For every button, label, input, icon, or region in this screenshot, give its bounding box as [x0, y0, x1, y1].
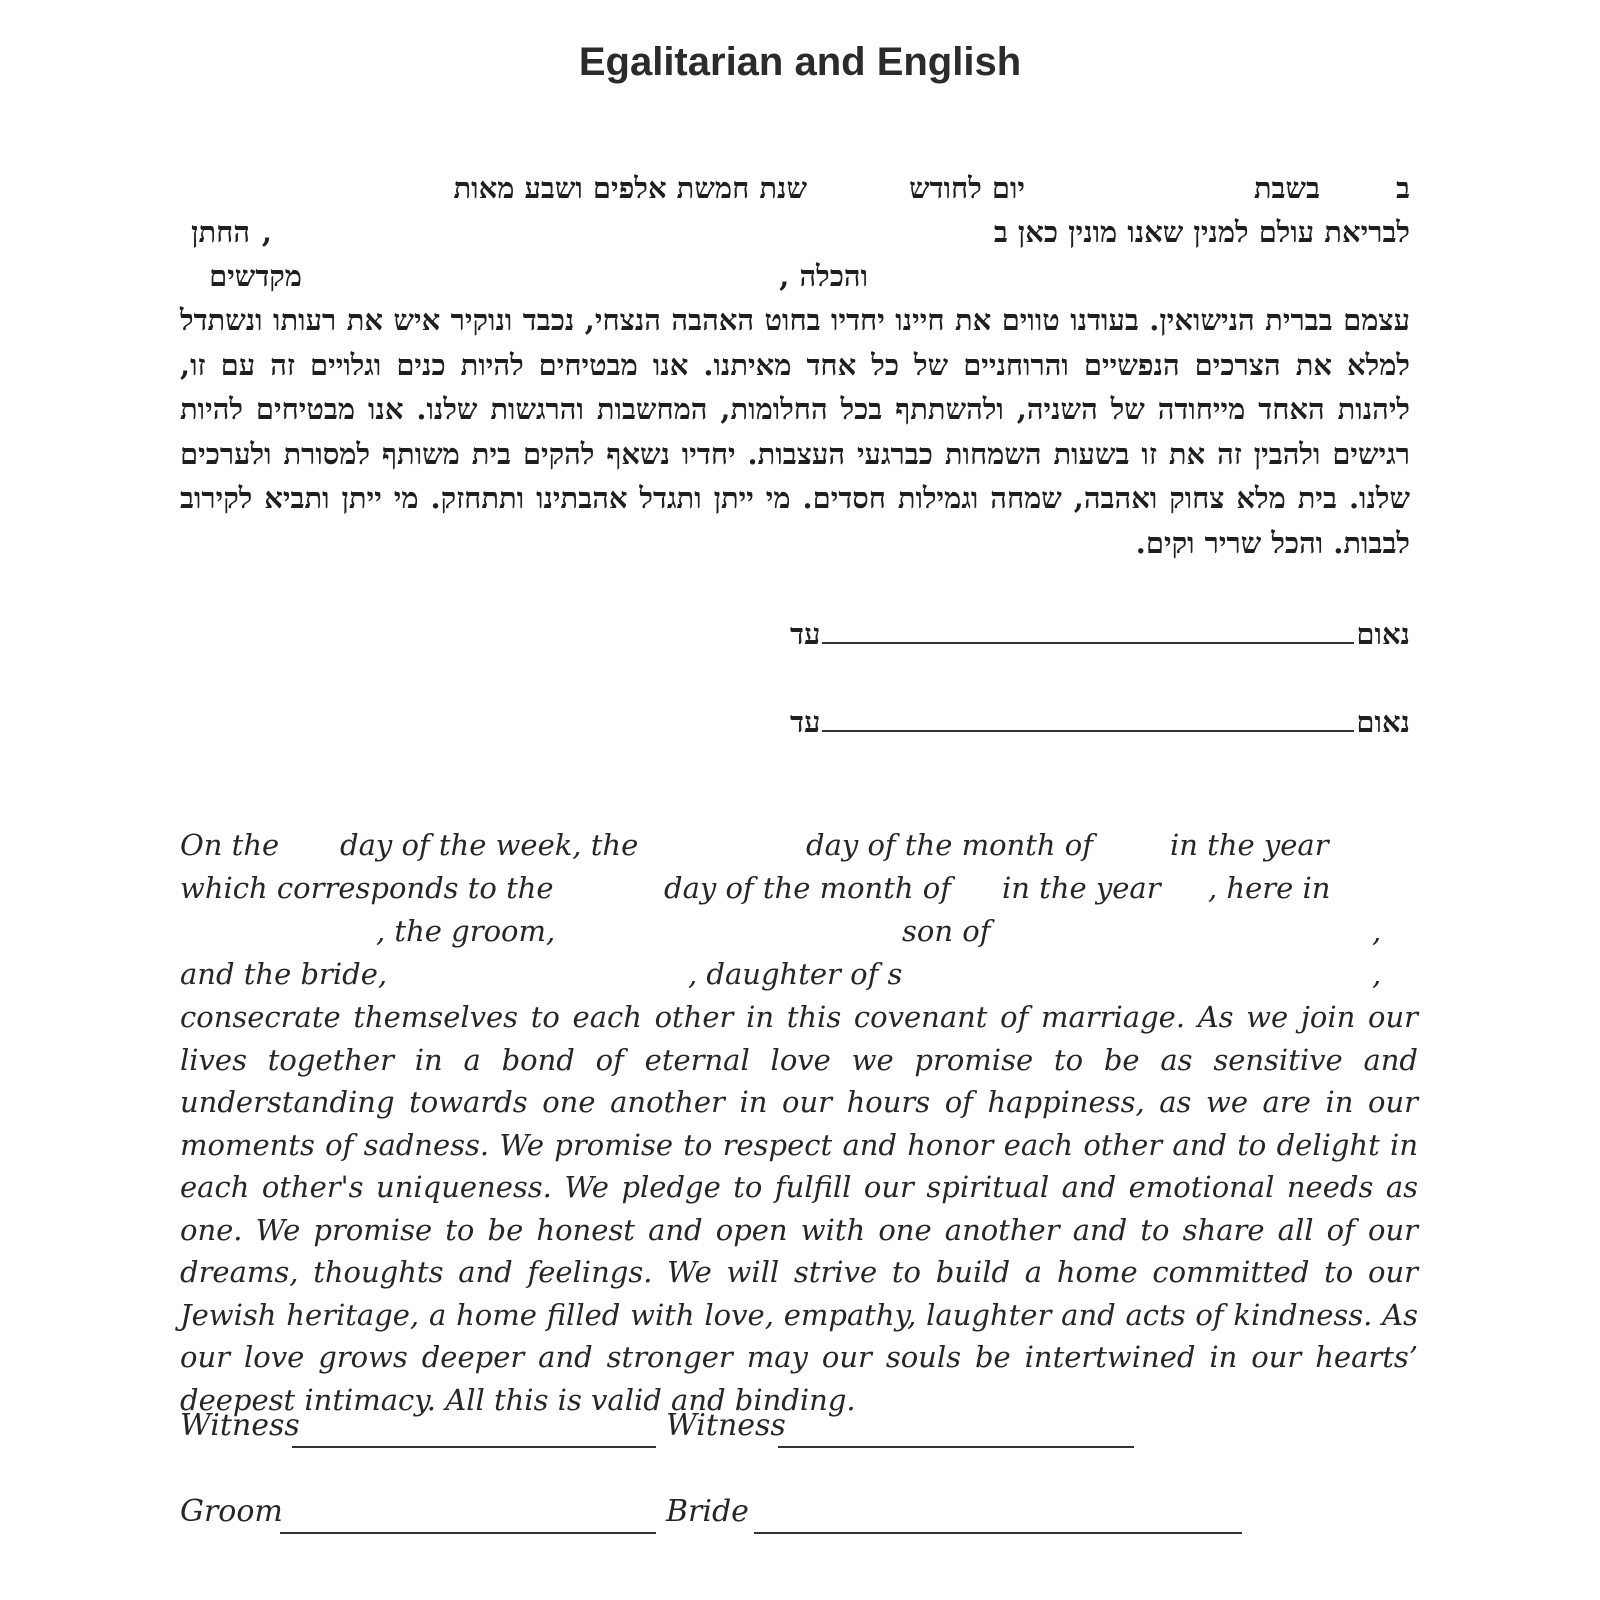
witness-signature-field-1[interactable] [292, 1446, 656, 1448]
hebrew-witness-block [180, 612, 1410, 752]
hebrew-yom-lachodesh: יום לחודש [909, 171, 1025, 205]
hebrew-mekadshim: מקדשים [209, 259, 302, 293]
english-here-in: , here in [1208, 871, 1331, 905]
english-line-4 [180, 953, 1418, 996]
english-daughter-of: , daughter of s [688, 957, 903, 991]
english-block [180, 824, 1418, 1421]
english-day-of-month-2: day of the month of [664, 871, 951, 905]
hebrew-line-2-text: לבריאת עולם למנין שאנו מונין כאן ב [993, 215, 1410, 249]
english-comma-4: , [1372, 957, 1382, 991]
hebrew-line-2 [180, 212, 1410, 252]
groom-label: Groom [180, 1494, 283, 1529]
english-line-2 [180, 867, 1418, 910]
hebrew-witness-signature-field-2[interactable] [822, 730, 1354, 732]
bride-signature-field[interactable] [754, 1532, 1242, 1534]
hebrew-naum: נאום [1356, 705, 1410, 739]
witness-label-2: Witness [666, 1408, 786, 1443]
witness-label-1: Witness [180, 1408, 300, 1443]
hebrew-vehakalah: והכלה , [779, 259, 868, 293]
hebrew-ed: עד [790, 705, 821, 739]
english-the-groom: , the groom, [376, 914, 556, 948]
page-title: Egalitarian and English [578, 40, 1022, 84]
english-son-of: son of [902, 914, 991, 948]
hebrew-line-1 [180, 168, 1410, 208]
hebrew-shnat: שנת חמשת אלפים ושבע מאות [453, 171, 807, 205]
hebrew-beshabbat: בשבת [1253, 171, 1320, 205]
hebrew-hechatan: החתן [191, 215, 250, 249]
hebrew-naum: נאום [1356, 617, 1410, 651]
english-corresponds: which corresponds to the [180, 871, 554, 905]
english-line-3 [180, 910, 1418, 953]
hebrew-ed: עד [790, 617, 821, 651]
english-in-the-year-2: in the year [1002, 871, 1161, 905]
hebrew-block [180, 168, 1410, 568]
hebrew-line-2-comma: , [261, 215, 272, 249]
english-comma-3: , [1372, 914, 1382, 948]
hebrew-line-3 [180, 256, 1410, 296]
couple-signature-row [180, 1494, 1420, 1538]
english-and-the-bride: and the bride, [180, 957, 388, 991]
witness-signature-field-2[interactable] [778, 1446, 1134, 1448]
english-in-the-year: in the year [1170, 828, 1329, 862]
english-on-the: On the [180, 828, 280, 862]
witness-signature-row [180, 1408, 1420, 1452]
hebrew-b: ב [1396, 171, 1410, 205]
english-day-of-month: day of the month of [806, 828, 1093, 862]
hebrew-witness-signature-field-1[interactable] [822, 642, 1354, 644]
hebrew-witness-line-2 [790, 700, 1410, 740]
english-line-1 [180, 824, 1418, 867]
bride-label: Bride [666, 1494, 749, 1529]
hebrew-witness-line-1 [790, 612, 1410, 652]
hebrew-paragraph: עצמם בברית הנישואין. בעודנו טווים את חיינו יחדיו בחוט האהבה הנצחי, נכבד ונוקיר איש את רעותו ונשתדל למלא את הצרכים הנפשיים והרוחניים של כל אחד מאיתנו. אנו מבטיחים להיות כנים וגלויים זה עם זו, ליהנות האחד מייחודה של השניה, ולהשתתף בכל החלומות, המחשבות והרגשות שלנו. אנו מבטיחים להיות רגישים ולהבין זה את זו בשעות השמחות כברגעי העצבות. יחדיו נשאף להקים בית משותף למסורת ולערכים שלנו. בית מלא צחוק ואהבה, שמחה וגמילות חסדים. מי ייתן ותגדל אהבתינו ותתחזק. מי ייתן ותביא לקירוב לבבות. והכל שריר וקים. [180, 303, 1410, 560]
english-day-of-week: day of the week, the [340, 828, 639, 862]
groom-signature-field[interactable] [280, 1532, 656, 1534]
english-paragraph: consecrate themselves to each other in this covenant of marriage. As we join our lives together in a bond of eternal love we promise to be as sensitive and understanding towards one another in our hours of happiness, as we are in our moments of sadness. We promise to respect and honor each other and to delight in each other's uniqueness. We pledge to fulfill our spiritual and emotional needs as one. We promise to be honest and open with one another and to share all of our dreams, thoughts and feelings. We will strive to build a home committed to our Jewish heritage, a home filled with love, empathy, laughter and acts of kindness. As our love grows deeper and stronger may our souls be intertwined in our hearts’ deepest intimacy. All this is valid and binding. [180, 1000, 1418, 1417]
